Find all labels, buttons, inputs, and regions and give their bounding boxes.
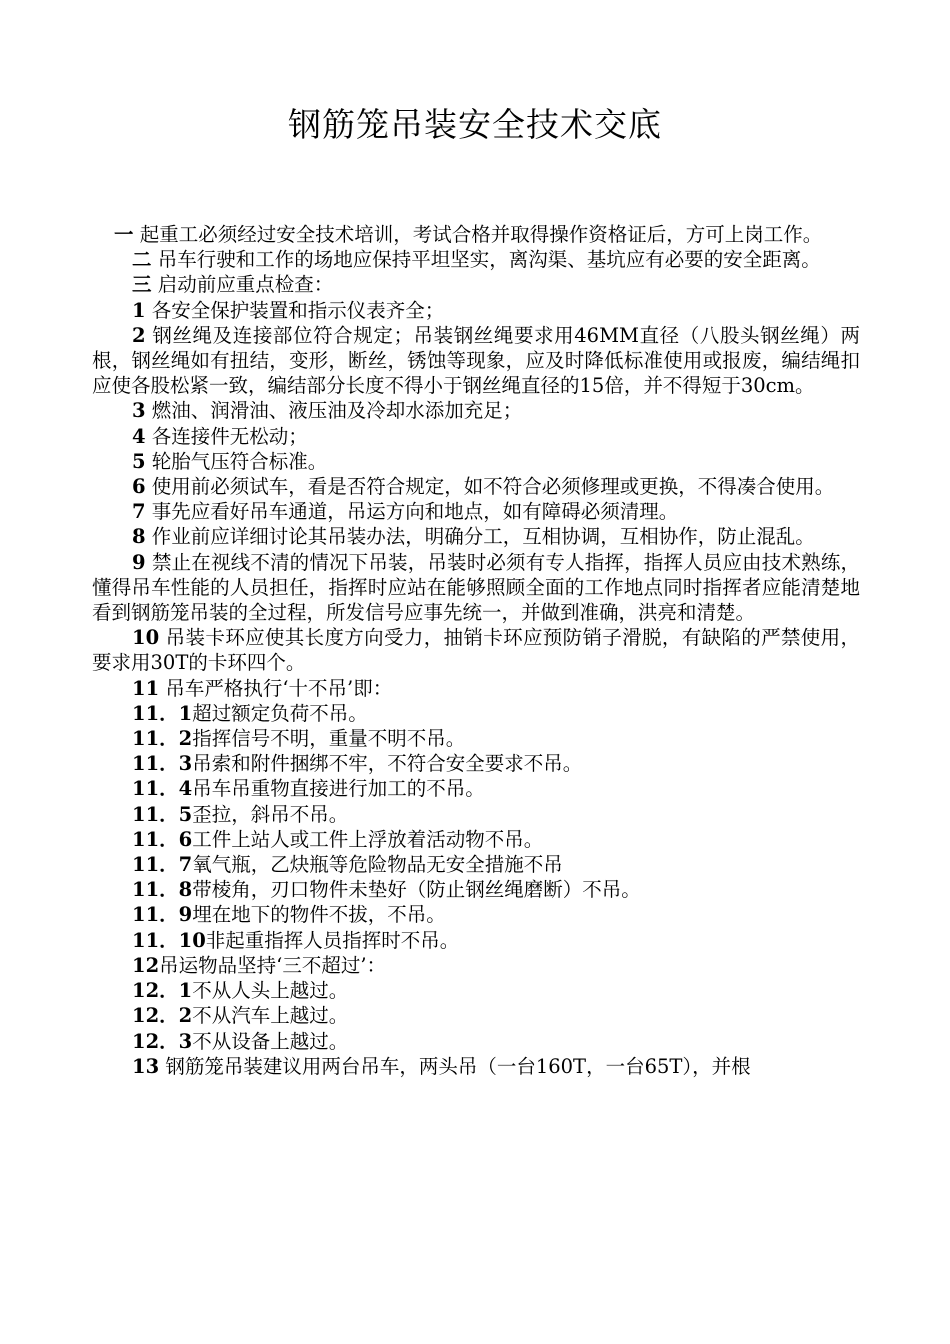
- item-text: 吊车行驶和工作的场地应保持平坦坚实，离沟渠、基坑应有必要的安全距离。: [151, 248, 821, 272]
- check-item-7: [92, 499, 860, 524]
- item-text: 使用前必须试车，看是否符合规定，如不符合必须修理或更换，不得凑合使用。: [145, 475, 835, 499]
- item-number: 11．7: [132, 853, 193, 877]
- item-number: 12: [132, 953, 160, 977]
- item-number: 6: [132, 475, 146, 499]
- item-number: 12．3: [132, 1029, 193, 1053]
- item-number: 4: [132, 424, 146, 448]
- sub-item-11-8: [92, 877, 860, 902]
- item-number: 二: [132, 248, 152, 272]
- paragraph-1: [92, 222, 860, 247]
- item-text: 不从汽车上越过。: [192, 1004, 349, 1028]
- check-item-1: [92, 298, 860, 323]
- item-number: 一: [114, 223, 134, 246]
- check-item-2: [92, 323, 860, 399]
- item-text: 不从人头上越过。: [192, 979, 349, 1003]
- item-text: 不从设备上越过。: [192, 1029, 349, 1053]
- item-number: 11．9: [132, 903, 193, 927]
- document-title: 钢筋笼吊装安全技术交底: [288, 105, 662, 144]
- item-text: 各安全保护装置和指示仪表齐全；: [145, 298, 445, 322]
- item-text: 非起重指挥人员指挥时不吊。: [205, 928, 460, 952]
- check-item-9: [92, 550, 860, 626]
- item-number: 11．3: [132, 752, 193, 776]
- item-number: 11．2: [132, 727, 193, 751]
- item-text: 启动前应重点检查：: [151, 273, 334, 297]
- item-number: 11．10: [132, 928, 206, 952]
- item-number: 11: [132, 676, 160, 700]
- sub-item-11-9: [92, 902, 860, 927]
- sub-item-11-1: [92, 701, 860, 726]
- item-number: 11．8: [132, 878, 193, 902]
- sub-item-11-5: [92, 802, 860, 827]
- item-text: 氧气瓶，乙炔瓶等危险物品无安全措施不吊: [192, 853, 563, 877]
- item-text: 埋在地下的物件不拔，不吊。: [192, 903, 446, 927]
- paragraph-2: [92, 247, 860, 272]
- item-text: 吊索和附件捆绑不牢，不符合安全要求不吊。: [192, 752, 583, 776]
- item-number: 11．4: [132, 777, 193, 801]
- item-text: 吊车吊重物直接进行加工的不吊。: [192, 777, 485, 801]
- item-text: 轮胎气压符合标准。: [145, 449, 328, 473]
- item-number: 1: [132, 298, 146, 322]
- item-number: 三: [132, 273, 152, 297]
- item-number: 11．6: [132, 827, 193, 851]
- sub-item-12-3: [92, 1029, 860, 1054]
- sub-item-11-10: [92, 928, 860, 953]
- item-number: 10: [132, 626, 160, 650]
- paragraph-3: [92, 272, 860, 297]
- item-text: 歪拉，斜吊不吊。: [192, 802, 349, 826]
- document-body: [92, 222, 860, 1079]
- sub-item-11-4: [92, 776, 860, 801]
- item-text: 吊装卡环应使其长度方向受力，抽销卡环应预防销子滑脱，有缺陷的严禁使用，要求用30T的卡环四个。: [92, 626, 860, 675]
- check-item-10: [92, 625, 860, 675]
- item-number: 12．1: [132, 979, 193, 1003]
- item-text: 超过额定负荷不吊。: [192, 701, 368, 725]
- check-item-12: [92, 953, 860, 978]
- sub-item-11-2: [92, 726, 860, 751]
- item-number: 13: [132, 1054, 160, 1078]
- item-number: 2: [132, 323, 146, 347]
- check-item-5: [92, 449, 860, 474]
- check-item-8: [92, 524, 860, 549]
- item-text: 工件上站人或工件上浮放着活动物不吊。: [192, 827, 544, 851]
- item-text: 带棱角，刃口物件未垫好（防止钢丝绳磨断）不吊。: [192, 878, 641, 902]
- sub-item-12-1: [92, 978, 860, 1003]
- check-item-13: [92, 1054, 860, 1079]
- item-text: 吊运物品坚持‘三不超过’：: [159, 953, 387, 977]
- item-text: 燃油、润滑油、液压油及冷却水添加充足；: [145, 399, 523, 423]
- item-number: 12．2: [132, 1004, 193, 1028]
- item-text: 事先应看好吊车通道，吊运方向和地点，如有障碍必须清理。: [145, 500, 679, 524]
- check-item-4: [92, 424, 860, 449]
- sub-item-12-2: [92, 1003, 860, 1028]
- item-text: 各连接件无松动；: [145, 424, 308, 448]
- sub-item-11-6: [92, 827, 860, 852]
- item-text: 起重工必须经过安全技术培训，考试合格并取得操作资格证后，方可上岗工作。: [133, 223, 823, 246]
- item-text: 禁止在视线不清的情况下吊装，吊装时必须有专人指挥，指挥人员应由技术熟练，懂得吊车性能的人员担任，指挥时应站在能够照顾全面的工作地点同时指挥者应能清楚地看到钢筋笼吊装的全过程，所发信号应事先统一，并做到准确，洪亮和清楚。: [92, 550, 860, 625]
- item-text: 钢丝绳及连接部位符合规定；吊装钢丝绳要求用46MM直径（八股头钢丝绳）两根，钢丝绳如有扭结，变形，断丝，锈蚀等现象，应及时降低标准使用或报废，编结绳扣应使各股松紧一致，编结部分长度不得小于钢丝绳直径的15倍，并不得短于30cm。: [92, 323, 860, 398]
- check-item-3: [92, 398, 860, 423]
- check-item-6: [92, 474, 860, 499]
- sub-item-11-7: [92, 852, 860, 877]
- item-number: 8: [132, 525, 146, 549]
- item-number: 11．5: [132, 802, 193, 826]
- item-number: 11．1: [132, 701, 193, 725]
- item-text: 吊车严格执行‘十不吊’即：: [159, 676, 393, 700]
- item-number: 3: [132, 399, 146, 423]
- item-number: 7: [132, 500, 146, 524]
- item-text: 指挥信号不明，重量不明不吊。: [192, 727, 466, 751]
- item-text: 钢筋笼吊装建议用两台吊车，两头吊（一台160T，一台65T），并根: [159, 1054, 751, 1078]
- check-item-11: [92, 676, 860, 701]
- sub-item-11-3: [92, 751, 860, 776]
- item-text: 作业前应详细讨论其吊装办法，明确分工，互相协调，互相协作，防止混乱。: [145, 525, 815, 549]
- item-number: 9: [132, 550, 146, 574]
- item-number: 5: [132, 449, 146, 473]
